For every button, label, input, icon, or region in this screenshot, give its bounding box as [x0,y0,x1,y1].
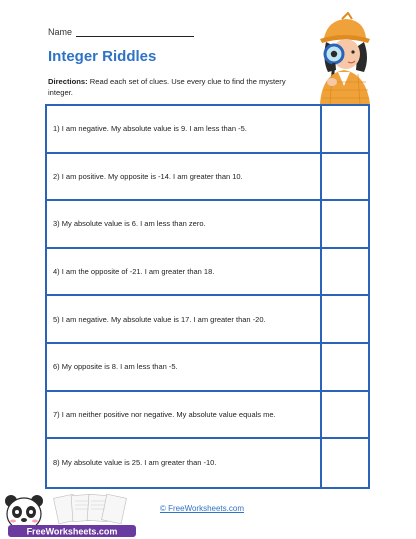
table-row [47,249,368,297]
table-row [47,344,368,392]
answer-cell[interactable] [322,249,368,295]
directions-label: Directions: [48,77,88,86]
riddle-clue: 3) My absolute value is 6. I am less than zero. [47,201,322,247]
riddle-clue: 8) My absolute value is 25. I am greater than -10. [47,439,322,487]
name-field [48,27,194,37]
name-line[interactable] [76,27,194,37]
table-row [47,296,368,344]
riddle-clue: 6) My opposite is 8. I am less than -5. [47,344,322,390]
panda-mascot-icon [5,495,43,530]
table-row [47,154,368,202]
brand-wordmark: FreeWorksheets.com [26,526,118,537]
answer-cell[interactable] [322,296,368,342]
riddle-clue: 4) I am the opposite of -21. I am greater than 18. [47,249,322,295]
worksheet-title: Integer Riddles [48,48,157,65]
riddle-clue: 5) I am negative. My absolute value is 17. I am greater than -20. [47,296,322,342]
riddle-clue: 1) I am negative. My absolute value is 9. I am less than -5. [47,106,322,152]
answer-cell[interactable] [322,344,368,390]
name-label: Name [48,27,73,37]
directions [48,76,310,98]
answer-cell[interactable] [322,106,368,152]
freeworksheets-logo [2,492,142,538]
directions-text: Read each set of clues. Use every clue to find the mystery integer. [48,77,286,97]
riddle-clue: 7) I am neither positive nor negative. My absolute value equals me. [47,392,322,438]
answer-cell[interactable] [322,439,368,487]
answer-cell[interactable] [322,201,368,247]
riddles-table [45,104,370,489]
table-row [47,201,368,249]
table-row [47,439,368,487]
detective-illustration [312,12,376,104]
table-row [47,392,368,440]
riddle-clue: 2) I am positive. My opposite is -14. I am greater than 10. [47,154,322,200]
answer-cell[interactable] [322,392,368,438]
answer-cell[interactable] [322,154,368,200]
footer-link[interactable]: © FreeWorksheets.com [160,504,244,513]
table-row [47,106,368,154]
